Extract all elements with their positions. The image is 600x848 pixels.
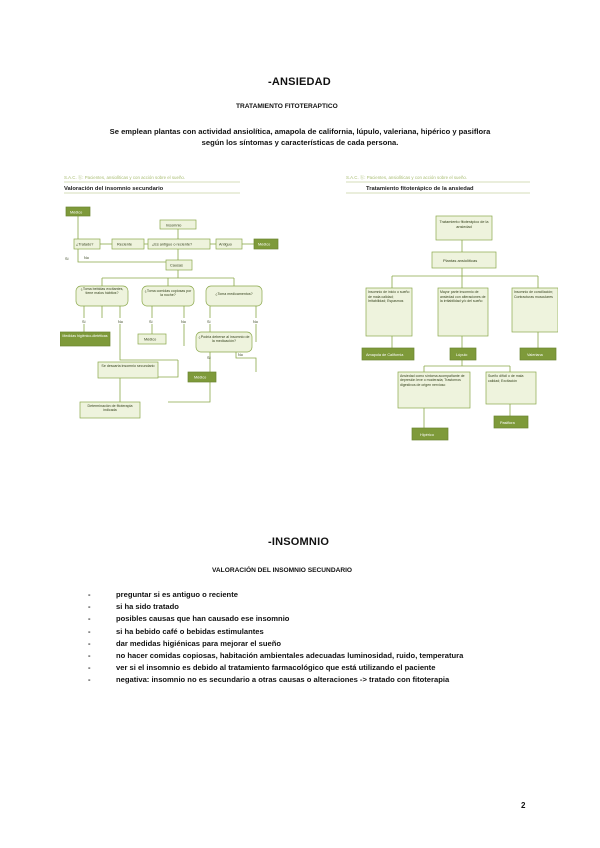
list-item-text: negativa: insomnio no es secundario a otras causas o alteraciones -> tratado con fitoterapia (116, 675, 450, 685)
secundario-fo (99, 364, 157, 378)
insomnio-flowchart (60, 172, 295, 427)
left-diagram-header: S.A.C. ⓑ: Pacientes, ansiolíticas y con acción sobre el sueño. (64, 175, 186, 180)
si-label-3: Sí (149, 320, 153, 324)
page-number: 2 (521, 801, 526, 810)
box3-fo (514, 290, 557, 332)
plantas-label: Plantas ansiolíticas (443, 258, 478, 263)
ansiedad-intro-line2: según los síntomas y características de cada persona. (201, 138, 399, 147)
insomnio-list (88, 589, 463, 687)
box1-fo (368, 290, 411, 336)
list-item (88, 650, 463, 662)
determinacion-fo (81, 404, 139, 418)
list-bullet: - (88, 626, 91, 636)
secundario-label: Se descarta insomnio secundario (101, 364, 155, 368)
right-diagram-title: Tratamiento fitoterápico de la ansiedad (366, 186, 474, 192)
box1-label: Insomnio de inicio o sueño de mala calidad; Irritabilidad; Espasmos (368, 290, 410, 304)
ansiedad-subtitle: TRATAMIENTO FITOTERAPTICO (236, 103, 338, 110)
q-comidas-fo (143, 289, 193, 305)
medidas-fo (61, 334, 109, 346)
determinacion-label: Determinación de fitoterapia indicada (87, 404, 133, 413)
medico-low-label: Médico (194, 375, 207, 380)
q-bebidas-fo (77, 287, 127, 306)
box2-fo (440, 290, 487, 336)
amapola-label: Amapola de California (366, 353, 404, 357)
list-bullet: - (88, 614, 91, 624)
insomnio-label: Insomnio (166, 223, 182, 228)
q-insomnio-med-label: ¿Podría deberse al insomnio de la medicación? (198, 335, 250, 344)
no-label-3: No (181, 320, 186, 324)
medico-right-label: Médico (258, 242, 271, 247)
no-label-5: No (238, 353, 243, 357)
si-label-5: Sí (207, 356, 211, 360)
q-insomnio-med-fo (197, 335, 251, 351)
list-bullet: - (88, 651, 91, 661)
q-bebidas-label: ¿Toma bebidas excitantes, tiene malos hábitos? (80, 287, 124, 296)
no-label-1: No (84, 256, 89, 260)
ansiedad-title: -ANSIEDAD (268, 76, 331, 88)
list-item (88, 626, 463, 638)
medidas-label: Medidas higiénico-dietéticas (62, 334, 108, 338)
no-label-2: No (118, 320, 123, 324)
reciente-label: Reciente (117, 242, 132, 247)
lupulo-label: Lúpulo (456, 353, 468, 357)
list-item-text: si ha bebido café o bebidas estimulantes (116, 626, 264, 636)
list-item (88, 662, 463, 674)
si-label-1: Sí (65, 257, 69, 261)
medico-top-label: Médico (70, 210, 83, 215)
list-item (88, 589, 463, 601)
list-bullet: - (88, 675, 91, 685)
list-item-text: si ha sido tratado (116, 602, 179, 612)
tratado-label: ¿Tratado? (76, 242, 94, 247)
list-item-text: dar medidas higiénicas para mejorar el sueño (116, 638, 282, 648)
list-bullet: - (88, 638, 91, 648)
pasiflora-label: Pasiflora (500, 421, 515, 425)
insomnio-title: -INSOMNIO (268, 536, 330, 548)
box4-label: Ansiedad como síntoma acompañante de depresión leve o moderada; Trastornos digestivos de origen nervioso (400, 374, 465, 387)
box5-fo (488, 374, 535, 404)
list-item (88, 674, 463, 686)
list-item (88, 601, 463, 613)
si-label-2: Sí (82, 320, 86, 324)
list-bullet: - (88, 602, 91, 612)
box4-fo (400, 374, 469, 408)
list-bullet: - (88, 590, 91, 599)
list-item-text: preguntar si es antiguo o reciente (116, 590, 238, 599)
medico-mid-label: Médico (144, 337, 157, 342)
right-top-label: Tratamiento fitoterápico de la ansiedad (439, 220, 489, 229)
ansiedad-flowchart (340, 172, 558, 452)
ansiedad-intro-line1: Se emplean plantas con actividad ansiolítica, amapola de california, lúpulo, valeriana, hipérico y pasiflora (109, 127, 491, 136)
list-item-text: no hacer comidas copiosas, habitación ambientales adecuadas luminosidad, ruido, temperatura (116, 651, 464, 661)
ansiedad-intro (60, 126, 540, 148)
left-diagram-title: Valoración del insomnio secundario (64, 186, 164, 192)
valeriana-label: Valeriana (527, 353, 543, 357)
q-comidas-label: ¿Toma comidas copiosas por la noche? (144, 289, 192, 298)
list-bullet: - (88, 663, 91, 673)
list-item-text: ver si el insomnio es debido al tratamiento farmacológico que está utilizando el paciente (116, 663, 436, 673)
right-diagram-header: S.A.C. ⓑ: Pacientes, ansiolíticas y con acción sobre el sueño. (346, 175, 468, 180)
q-medicamentos-fo (207, 292, 261, 304)
box3-label: Insomnio de conciliación; Contracturas musculares (514, 290, 554, 299)
antiguo-label: Antiguo (219, 242, 232, 247)
insomnio-subtitle: VALORACIÓN DEL INSOMNIO SECUNDARIO (212, 567, 353, 574)
antiguo-reciente-label: ¿Es antiguo o reciente? (152, 242, 193, 247)
right-top-fo (437, 220, 491, 240)
hiperico-label: Hipérico (420, 433, 434, 437)
box5-label: Sueño difícil o de mala calidad; Excitación (488, 374, 524, 383)
no-label-4: No (253, 320, 258, 324)
causas-label: Causas (170, 263, 183, 268)
list-item (88, 638, 463, 650)
q-medicamentos-label: ¿Toma medicamentos? (215, 292, 253, 296)
si-label-4: Sí (207, 320, 211, 324)
box2-label: Mayor parte insomnio de ansiedad con alteraciones de la irritabilidad y/o del sueño (440, 290, 486, 304)
list-item-text: posibles causas que han causado ese insomnio (116, 614, 290, 624)
list-item (88, 613, 463, 625)
